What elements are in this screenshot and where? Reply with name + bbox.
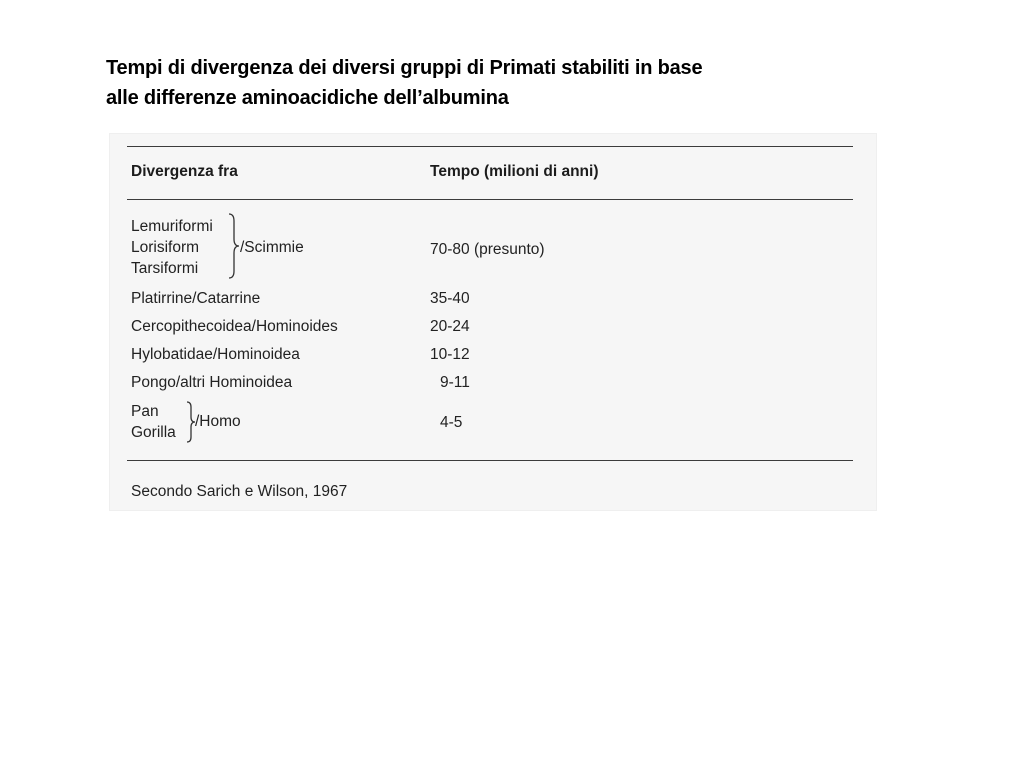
- row-time: 35-40: [430, 290, 470, 307]
- row-time: 20-24: [430, 318, 470, 335]
- group2-member-gorilla: Gorilla: [131, 424, 176, 441]
- row-pair: Platirrine/Catarrine: [131, 290, 261, 307]
- group2-time: 4-5: [440, 414, 463, 431]
- table-top-rule: [127, 146, 853, 147]
- table-bottom-rule: [127, 460, 853, 461]
- header-tempo: Tempo (milioni di anni): [430, 163, 599, 180]
- table-source-note: Secondo Sarich e Wilson, 1967: [131, 483, 348, 500]
- scanned-table-image: [109, 133, 877, 511]
- group2-target-homo: /Homo: [195, 413, 241, 430]
- group1-brace-icon: [227, 213, 241, 279]
- header-divergenza: Divergenza fra: [131, 163, 238, 180]
- row-time: 9-11: [440, 374, 470, 391]
- group1-member-lorisiform: Lorisiform: [131, 239, 200, 256]
- slide-title: [106, 53, 926, 113]
- row-pair: Hylobatidae/Hominoidea: [131, 346, 300, 363]
- table-header-rule: [127, 199, 853, 200]
- group1-time: 70-80 (presunto): [430, 241, 545, 258]
- group1-member-tarsiformi: Tarsiformi: [131, 260, 199, 277]
- group1-member-lemuriformi: Lemuriformi: [131, 218, 213, 235]
- row-pair: Pongo/altri Hominoidea: [131, 374, 293, 391]
- slide-title-line-1: Tempi di divergenza dei diversi gruppi di Primati stabiliti in base: [106, 57, 703, 79]
- slide-title-line-2: alle differenze aminoacidiche dell’albumina: [106, 87, 509, 109]
- row-pair: Cercopithecoidea/Hominoides: [131, 318, 338, 335]
- row-time: 10-12: [430, 346, 470, 363]
- group1-target-scimmie: /Scimmie: [240, 239, 304, 256]
- group2-member-pan: Pan: [131, 403, 159, 420]
